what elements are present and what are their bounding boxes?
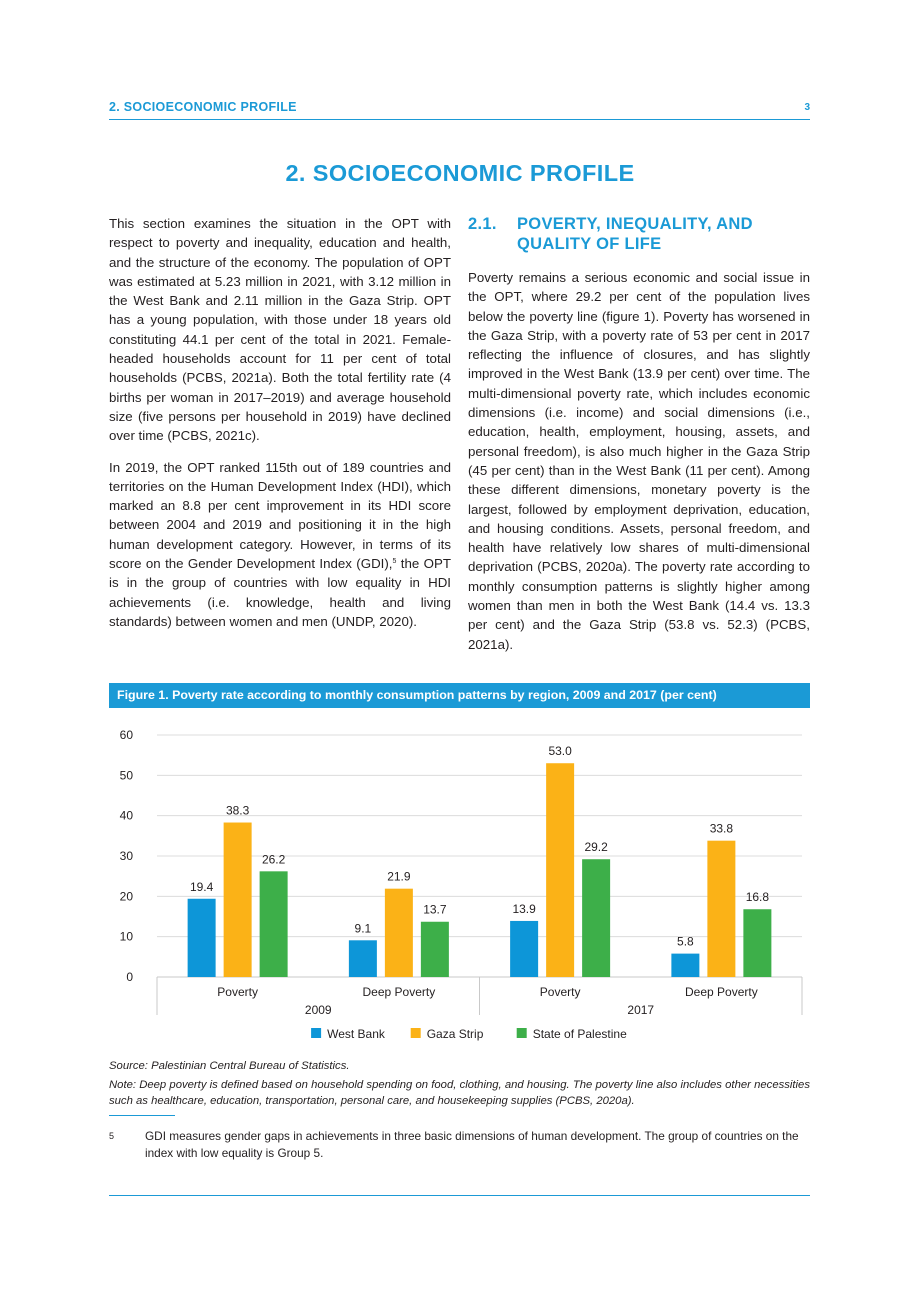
data-label: 29.2 [584, 840, 608, 855]
footnote-divider [109, 1115, 175, 1116]
bar [546, 763, 574, 977]
x-group-label: 2017 [627, 1003, 655, 1017]
figure-note: Note: Deep poverty is defined based on household spending on food, clothing, and housing. The poverty line also includes other necessities such as healthcare, education, transportation, personal care, and housekeeping supplies (PCBS, 2020a). [109, 1079, 810, 1107]
poverty-paragraph: Poverty remains a serious economic and social issue in the OPT, where 29.2 per cent of the population lives below the poverty line (figure 1). Poverty has worsened in the Gaza Strip, with a poverty rate of 53 per cent in 2017 reflecting the influence of closures, and has slightly improved in the West Bank (13.9 per cent) over time. The multi-dimensional poverty rate, which includes economic dimensions (i.e. income) and social dimensions (i.e., education, health, employment, housing, assets, and personal freedom), is also much higher in the Gaza Strip (45 per cent) than in the West Bank (11 per cent). Among these different dimensions, monetary poverty is the largest, followed by employment deprivation, education, and housing conditions. Assets, personal freedom, and health have relatively low shares of multi-dimensional deprivation (PCBS, 2020a). The poverty rate according to monthly consumption patterns is slightly higher among women than men in both the West Bank (14.4 vs. 13.3 per cent) and the Gaza Strip (53.8 vs. 52.3) (PCBS, 2021a). [468, 270, 810, 652]
bar [224, 823, 252, 977]
data-label: 13.7 [423, 902, 447, 917]
data-label: 5.8 [677, 934, 694, 949]
legend-swatch [411, 1028, 421, 1038]
subsection-heading [468, 214, 810, 254]
x-category-label: Deep Poverty [362, 985, 436, 999]
y-tick-label: 60 [119, 728, 133, 742]
data-label: 26.2 [261, 852, 286, 867]
bar [707, 841, 735, 977]
bar [421, 922, 449, 977]
right-column [468, 214, 810, 666]
bar [385, 889, 413, 977]
bar [671, 954, 699, 977]
data-label: 38.3 [225, 803, 250, 818]
x-category-label: Poverty [539, 985, 581, 999]
data-label: 16.8 [745, 890, 770, 905]
legend-swatch [517, 1028, 527, 1038]
footnote-number: 5 [109, 1131, 115, 1141]
running-header-title: 2. SOCIOECONOMIC PROFILE [109, 100, 297, 114]
legend-label: State of Palestine [532, 1027, 627, 1041]
section-title: 2. SOCIOECONOMIC PROFILE [285, 160, 635, 186]
footnote-marker[interactable]: 5 [392, 558, 397, 566]
subsection-number: 2.1. [468, 215, 497, 233]
hdi-paragraph-text-b: the OPT is in the group of countries with low equality in HDI achievements (i.e. knowledge, health and living standards) between women and men (UNDP, 2020). [109, 556, 451, 629]
data-label: 33.8 [709, 821, 734, 836]
y-tick-label: 50 [119, 768, 133, 783]
data-label: 13.9 [512, 901, 536, 916]
figure-caption: Figure 1. Poverty rate according to monthly consumption patterns by region, 2009 and 2017 (per cent) [109, 683, 810, 708]
bar [188, 899, 216, 977]
bar [349, 940, 377, 977]
intro-paragraph: This section examines the situation in the OPT with respect to poverty and inequality, education and health, and the structure of the economy. The population of OPT was estimated at 5.23 million in 2021, with 3.12 million in the West Bank and 2.11 million in the Gaza Strip. OPT has a young population, with those under 18 years old constituting 44.1 per cent of the total in 2021. Female-headed households account for 11 per cent of total households (PCBS, 2021a). Both the total fertility rate (4 births per woman in 2017–2019) and average household size (five persons per household in 2019) have declined over time (PCBS, 2021c). [109, 216, 451, 444]
data-label: 9.1 [354, 921, 372, 936]
legend-label: West Bank [327, 1027, 385, 1041]
bottom-divider [109, 1195, 810, 1196]
figure-source: Source: Palestinian Central Bureau of Statistics. [109, 1060, 350, 1072]
y-tick-label: 20 [119, 889, 133, 904]
footnote [109, 1128, 810, 1161]
legend-swatch [311, 1028, 321, 1038]
footnote-text: GDI measures gender gaps in achievements in three basic dimensions of human development. The group of countries on the index with low equality is Group 5. [145, 1129, 799, 1160]
x-category-label: Deep Poverty [685, 985, 758, 999]
bar [743, 909, 771, 977]
y-tick-label: 10 [119, 929, 133, 944]
hdi-paragraph [109, 458, 451, 632]
x-category-label: Poverty [217, 985, 258, 999]
bar [510, 921, 538, 977]
y-tick-label: 30 [119, 849, 133, 863]
data-label: 19.4 [189, 879, 214, 894]
page-number: 3 [804, 102, 810, 113]
y-tick-label: 40 [119, 808, 133, 823]
poverty-bar-chart [109, 715, 810, 1055]
bar [260, 871, 288, 977]
running-header [109, 99, 810, 120]
hdi-paragraph-text-a: In 2019, the OPT ranked 115th out of 189 countries and territories on the Human Development Index (HDI), which marked an 8.8 per cent improvement in its HDI score between 2004 and 2019 and positioning it in the high human development category. However, in terms of its score on the Gender Development Index (GDI), [109, 459, 451, 572]
subsection-title: POVERTY, INEQUALITY, AND QUALITY OF LIFE [517, 215, 753, 253]
data-label: 21.9 [387, 869, 411, 884]
x-group-label: 2009 [304, 1003, 332, 1017]
bar [582, 859, 610, 977]
data-label: 53.0 [548, 744, 572, 759]
y-tick-label: 0 [126, 970, 133, 984]
left-column [109, 214, 451, 643]
legend-label: Gaza Strip [426, 1027, 484, 1041]
